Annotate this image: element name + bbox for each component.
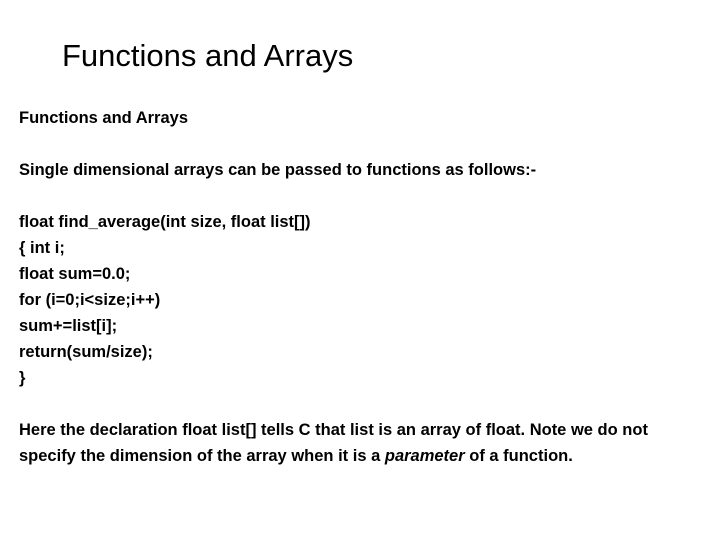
spacer	[19, 183, 709, 209]
code-block	[19, 209, 709, 391]
section-heading: Functions and Arrays	[19, 109, 189, 127]
emphasized-term: parameter	[384, 447, 465, 465]
code-line: float sum=0.0;	[19, 265, 131, 283]
spacer	[19, 131, 709, 157]
explanation-text-end: of a function.	[464, 447, 573, 465]
intro-text: Single dimensional arrays can be passed to functions as follows:-	[19, 161, 537, 179]
explanation-text: Here the declaration float list[] tells C that list is an array of float. Note we do not specify the dimension of the array when it is a	[19, 421, 648, 465]
code-line: { int i;	[19, 239, 65, 257]
code-line: return(sum/size);	[19, 343, 153, 361]
code-line: for (i=0;i<size;i++)	[19, 291, 161, 309]
code-line: float find_average(int size, float list[])	[19, 213, 311, 231]
slide-title: Functions and Arrays	[62, 38, 354, 73]
code-line: }	[19, 369, 26, 387]
spacer	[19, 391, 709, 417]
explanation-paragraph	[19, 417, 709, 469]
code-line: sum+=list[i];	[19, 317, 118, 335]
slide-body	[19, 105, 709, 469]
